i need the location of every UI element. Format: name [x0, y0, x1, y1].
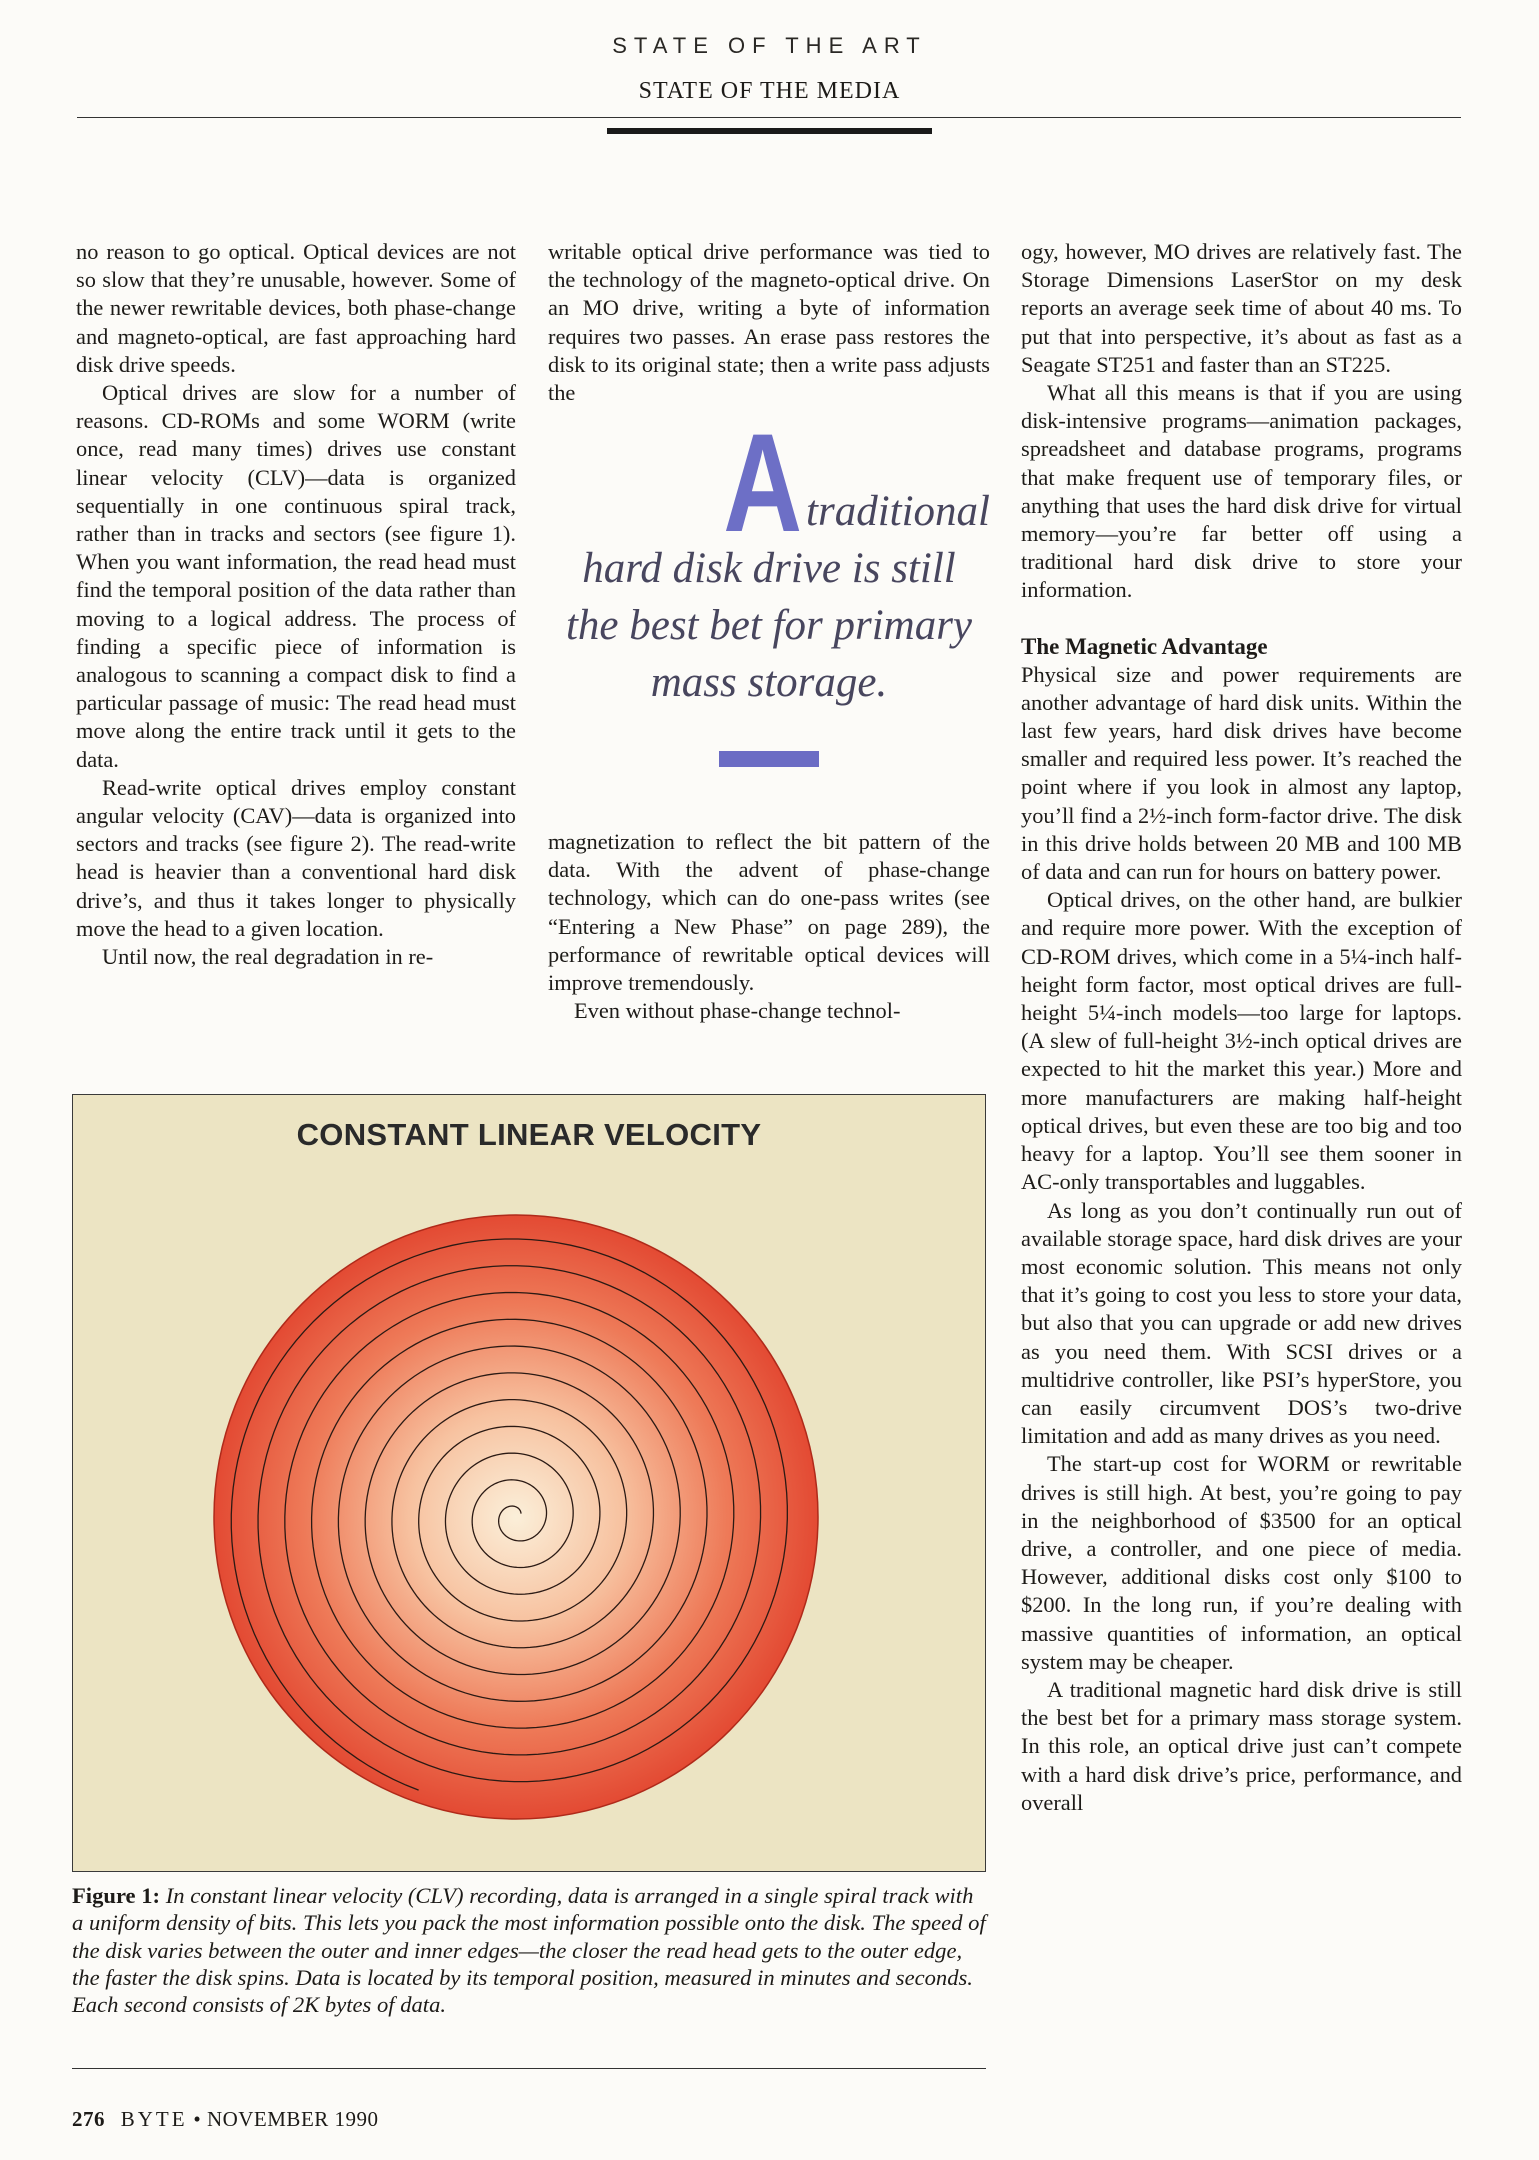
caption-label: Figure 1: [72, 1883, 161, 1908]
figure-title: CONSTANT LINEAR VELOCITY [296, 1117, 762, 1152]
clv-disk-diagram [73, 1095, 987, 1873]
page-number: 276 [72, 2107, 105, 2131]
figure-1 [72, 1094, 986, 1872]
column-2-top [548, 238, 990, 407]
paragraph: magnetization to reflect the bit pattern of the data. With the advent of phase-change technology, which can do one-pass writes (see “Entering a New Phase” on page 289), the performance of rewritable optical devices will improve tremendously. [548, 829, 990, 996]
section-heading: The Magnetic Advantage [1021, 633, 1268, 659]
column-2-bottom [548, 828, 990, 1025]
paragraph: no reason to go optical. Optical devices are not so slow that they’re unusable, however. Some of the newer rewritable devices, both phase-change and magneto-optical, are fast approaching hard disk drive speeds. [76, 239, 516, 377]
paragraph: ogy, however, MO drives are relatively fast. The Storage Dimensions LaserStor on my desk reports an average seek time of about 40 ms. To put that into perspective, it’s about as fast as a Seagate ST251 and faster than an ST225. [1021, 239, 1462, 377]
paragraph: Until now, the real degradation in re- [102, 944, 434, 970]
paragraph: A traditional magnetic hard disk drive is still the best bet for a primary mass storage system. In this role, an optical drive just can’t compete with a hard disk drive’s price, performance, and overall [1021, 1676, 1462, 1815]
paragraph: Physical size and power requirements are another advantage of hard disk units. Within the last few years, hard disk drives have become smaller and required less power. It’s reached the point where if you look in almost any laptop, you’ll find a 2½-inch form-factor drive. The disk in this drive holds between 20 MB and 100 MB of data and can run for hours on battery power. [1021, 661, 1462, 885]
footer-separator: • [193, 2107, 202, 2131]
paragraph: The start-up cost for WORM or rewritable drives is still high. At best, you’re going to pay in the neighborhood of $3500 for an optical drive, a controller, and one piece of media. However, additional disks cost only $100 to $200. In the long run, if you’re dealing with massive quantities of information, an optical system may be cheaper. [1021, 1451, 1462, 1674]
paragraph: Even without phase-change technol- [574, 998, 901, 1024]
paragraph: As long as you don’t continually run out of available storage space, hard disk drives are your most economic solution. This means not only that it’s going to cost you less to store your data, but also that you can upgrade or add new drives as you need them. With SCSI drives or a multidrive controller, like PSI’s hyperStore, you can easily circumvent DOS’s two-drive limitation and add as many drives as you need. [1021, 1197, 1462, 1449]
column-1 [76, 238, 516, 971]
page-footer [72, 2107, 379, 2132]
paragraph: Optical drives, on the other hand, are bulkier and require more power. With the exception of CD-ROM drives, which come in a 5¼-inch half-height form factor, most optical drives are full-height 5¼-inch models—too large for laptops. (A slew of full-height 3½-inch optical drives are expected to hit the market this year.) More and more manufacturers are making half-height optical drives, but even these are too big and too heavy for a laptop. You’ll see them sooner in AC-only transportables and luggables. [1021, 887, 1462, 1195]
caption-rule [72, 2068, 986, 2069]
issue-date: NOVEMBER 1990 [206, 2107, 379, 2131]
magazine-name: BYTE [120, 2107, 188, 2131]
pull-quote-initial: A [723, 404, 803, 561]
pull-quote-line: hard disk drive is still [582, 545, 956, 592]
figure-caption [72, 1882, 986, 2018]
paragraph: Read-write optical drives employ constant angular velocity (CAV)—data is organized into sectors and tracks (see figure 2). The read-write head is heavier than a conventional hard disk drive’s, and thus it takes longer to physically move the head to a given location. [76, 774, 516, 941]
pull-quote-bar [719, 751, 819, 767]
column-3 [1021, 238, 1462, 1817]
page-title: STATE OF THE MEDIA [638, 78, 901, 104]
pull-quote-line: traditional [806, 488, 990, 535]
pull-quote-line: mass storage. [650, 659, 888, 706]
paragraph: writable optical drive performance was tied to the technology of the magneto-optical drive. On an MO drive, writing a byte of information requires two passes. An erase pass restores the disk to its original state; then a write pass adjusts the [548, 239, 990, 406]
pull-quote-line: the best bet for primary [565, 602, 973, 649]
section-header: STATE OF THE ART [612, 33, 927, 58]
header-thick-rule [607, 128, 932, 134]
caption-text: In constant linear velocity (CLV) recording, data is arranged in a single spiral track with a uniform density of bits. This lets you pack the most information possible onto the disk. The speed of the disk varies between the outer and inner edges—the closer the read head gets to the outer edge, the faster the disk spins. Data is located by its temporal position, measured in minutes and seconds. Each second consists of 2K bytes of data. [72, 1883, 986, 2018]
pull-quote [548, 404, 990, 767]
paragraph: What all this means is that if you are using disk-intensive programs—animation packages, spreadsheet and database programs, programs that make frequent use of temporary files, or anything that uses the hard disk drive for virtual memory—you’re far better off using a traditional hard disk drive to store your information. [1021, 380, 1462, 603]
header-rule [77, 117, 1461, 118]
paragraph: Optical drives are slow for a number of reasons. CD-ROMs and some WORM (write once, read many times) drives use constant linear velocity (CLV)—data is organized sequentially in one continuous spiral track, rather than in tracks and sectors (see figure 1). When you want information, the read head must find the temporal position of the data rather than moving to a logical address. The process of finding a specific piece of information is analogous to scanning a compact disk to find a particular passage of music: The read head must move along the entire track until it gets to the data. [76, 380, 516, 772]
